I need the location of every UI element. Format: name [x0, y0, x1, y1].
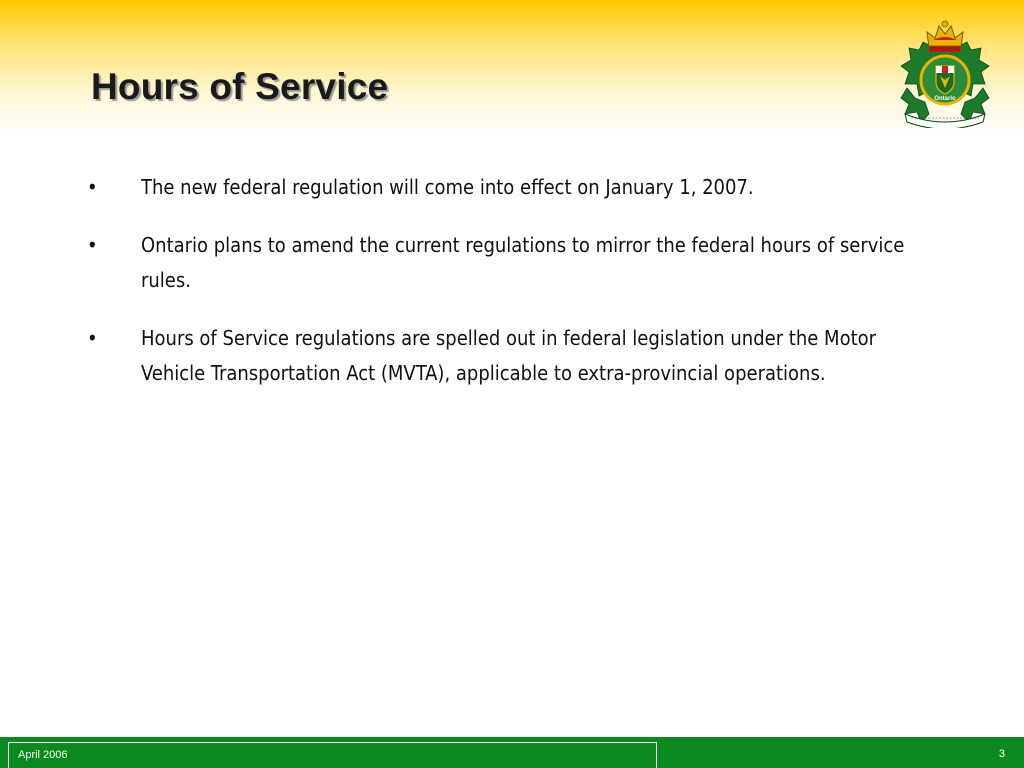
bullet-item — [84, 228, 934, 298]
bullet-dot: • — [87, 175, 98, 199]
bullet-item — [84, 321, 934, 391]
footer-date: April 2006 — [18, 749, 68, 761]
bullet-dot: • — [87, 326, 98, 350]
ontario-enforcement-crest-icon — [897, 18, 993, 128]
bullet-text: The new federal regulation will come into effect on January 1, 2007. — [141, 175, 754, 199]
footer-date-box — [8, 742, 657, 768]
bullet-item — [84, 170, 934, 205]
page-number: 3 — [998, 748, 1005, 760]
slide-title: Hours of Service — [91, 66, 389, 107]
crest-text: Ontario — [934, 96, 956, 102]
bullet-text: Ontario plans to amend the current regulations to mirror the federal hours of service rules. — [141, 233, 905, 292]
bullet-list — [84, 170, 934, 414]
bullet-dot: • — [87, 233, 98, 257]
bullet-text: Hours of Service regulations are spelled out in federal legislation under the Motor Vehicle Transportation Act (MVTA), applicable to extra-provincial operations. — [141, 326, 877, 385]
